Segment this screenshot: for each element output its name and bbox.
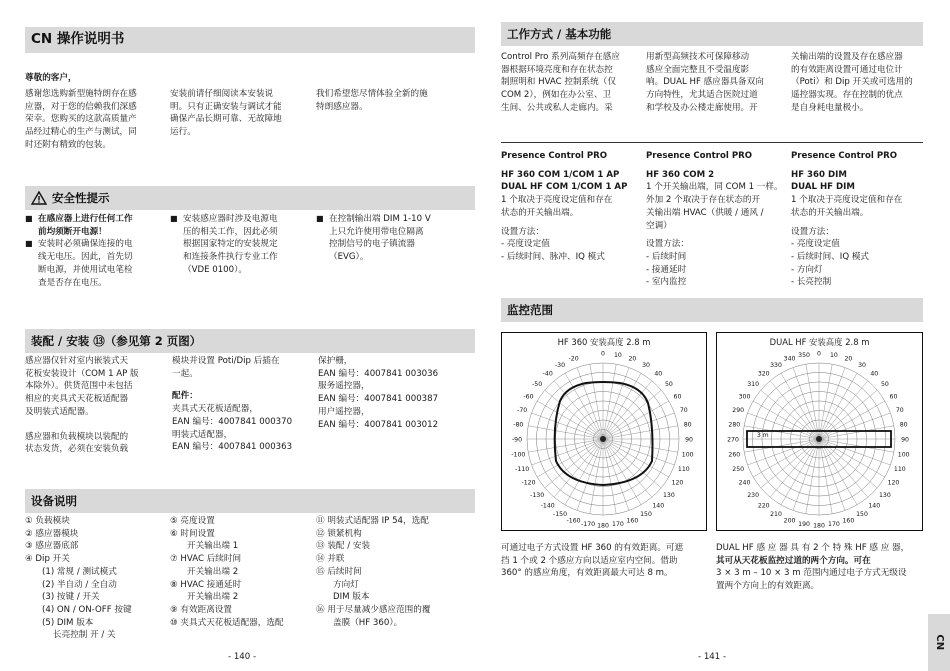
angle-tick-label: 70 bbox=[679, 407, 688, 415]
language-side-tab bbox=[928, 614, 950, 671]
angle-tick-label: 250 bbox=[732, 465, 745, 473]
angle-tick-label: 20 bbox=[844, 355, 853, 363]
text-line: 360° 的感应角度，有效距离最大可达 8 m。 bbox=[501, 568, 673, 579]
text-line: 荣幸。您购买的这款高质量产 bbox=[25, 114, 137, 125]
safety-bullet bbox=[170, 213, 310, 277]
mode-col-2 bbox=[646, 51, 782, 115]
angle-tick-label: 260 bbox=[728, 451, 741, 459]
intro-col-3 bbox=[316, 88, 456, 113]
install-section-bar bbox=[25, 329, 475, 353]
text-line: 遥控器实现。存在控制的优点 bbox=[791, 90, 903, 101]
device-part-item: ⑩ 夹具式天花板适配器，选配 bbox=[170, 617, 284, 628]
safety-bullet bbox=[25, 238, 165, 289]
device-part-item: 长亮控制 开 / 关 bbox=[53, 630, 116, 641]
product-desc-line: 空调） bbox=[646, 220, 672, 231]
angle-tick-label: 90 bbox=[901, 436, 909, 444]
page-title: CN 操作说明书 bbox=[31, 31, 125, 48]
angle-tick-label: 190 bbox=[798, 521, 810, 529]
greeting: 尊敬的客户， bbox=[25, 73, 77, 83]
product-col-3 bbox=[791, 150, 931, 289]
text-line: EAN 编号：4007841 003012 bbox=[318, 419, 439, 430]
product-heading: Presence Control PRO bbox=[501, 151, 608, 161]
device-part-item: ⑭ 并联 bbox=[316, 554, 345, 565]
angle-tick-label: 60 bbox=[889, 393, 898, 401]
text-line: 品经过精心的生产与测试，同 bbox=[25, 127, 137, 138]
angle-tick-label: 120 bbox=[671, 479, 684, 487]
mode-col-1 bbox=[501, 51, 637, 115]
product-col-1 bbox=[501, 150, 641, 264]
product-desc-line: 关输出端 HVAC（供暖 / 通风 / bbox=[646, 207, 764, 218]
device-part-item: (1) 常规 / 测试模式 bbox=[42, 566, 117, 577]
text-line: EAN 编号：4007841 000363 bbox=[172, 442, 293, 453]
device-part-item: 开关输出端 2 bbox=[187, 566, 239, 577]
product-heading: Presence Control PRO bbox=[791, 151, 898, 161]
text-line: 确保产品长期可靠、无故障地 bbox=[170, 114, 282, 125]
device-col-2 bbox=[170, 515, 315, 629]
device-part-item: 开关输出端 2 bbox=[187, 592, 239, 603]
text-line bbox=[25, 419, 165, 431]
angle-tick-label: 20 bbox=[628, 355, 637, 363]
product-model: HF 360 COM 1/COM 1 AP bbox=[501, 169, 620, 180]
device-part-item: ⑯ 用于尽量减少感应范围的覆 bbox=[316, 605, 431, 616]
bullet-line: 根据国家特定的安装规定 bbox=[183, 239, 278, 250]
safety-title: 安全性提示 bbox=[52, 190, 110, 205]
angle-tick-label: 300 bbox=[738, 393, 751, 401]
angle-tick-label: 150 bbox=[640, 510, 652, 518]
device-part-item: (3) 按键 / 开关 bbox=[42, 592, 100, 603]
text-line: 安装前请仔细阅读本安装说 bbox=[170, 89, 274, 99]
sensor-center bbox=[600, 436, 606, 442]
product-desc-line: 1 个取决于亮度设定值和存在 bbox=[791, 195, 903, 206]
text-line: 状态发货，必须在安装负载 bbox=[25, 444, 129, 455]
dualhf-diagram bbox=[716, 332, 923, 531]
text-line: 生间、公共或私人走廊内。采 bbox=[501, 102, 613, 113]
install-title: 装配 / 安装 ⑬（参见第 2 页图） bbox=[31, 333, 202, 348]
angle-tick-label: 230 bbox=[747, 491, 760, 499]
angle-tick-label: 140 bbox=[652, 502, 665, 510]
text-line: 应器，对于您的信赖我们深感 bbox=[25, 101, 137, 112]
device-part-item: (5) DIM 版本 bbox=[42, 617, 94, 628]
angle-tick-label: -70 bbox=[517, 407, 528, 415]
angle-tick-label: -150 bbox=[552, 510, 568, 518]
device-part-item: ⑨ 有效距离设置 bbox=[170, 605, 232, 616]
device-part-item: ⑬ 装配 / 安装 bbox=[316, 541, 371, 552]
bullet-line: 和连接条件执行专业工作 bbox=[183, 252, 278, 263]
text-line: 挡 1 个或 2 个感应方向以适应室内空间。借助 bbox=[501, 555, 678, 566]
monitor-section-bar bbox=[501, 298, 923, 322]
text-line: EAN 编号：4007841 000370 bbox=[172, 416, 293, 427]
product-desc-line: 状态的开关输出端。 bbox=[501, 207, 579, 218]
angle-tick-label: 80 bbox=[683, 421, 692, 429]
device-col-1 bbox=[25, 515, 165, 642]
angle-tick-label: 90 bbox=[685, 436, 693, 444]
angle-tick-label: -30 bbox=[554, 362, 566, 370]
text-line: DUAL HF 感 应 器 具 有 2 个 特 殊 HF 感 应 器， bbox=[716, 543, 910, 553]
angle-tick-label: 10 bbox=[613, 351, 622, 359]
safety-col-1 bbox=[25, 213, 165, 289]
bullet-line: 前均须断开电源！ bbox=[38, 226, 107, 237]
safety-bullet bbox=[25, 213, 165, 238]
side-tab-label: CN bbox=[934, 634, 946, 651]
device-part-item: ⑦ HVAC 后续时间 bbox=[170, 554, 242, 565]
settings-label: 设置方法： bbox=[791, 226, 834, 237]
mode-title: 工作方式 / 基本功能 bbox=[507, 26, 612, 41]
angle-tick-label: 210 bbox=[770, 510, 782, 518]
device-part-item: ⑧ HVAC 接通延时 bbox=[170, 579, 242, 590]
bullet-line: 线无电压。因此，首先切 bbox=[38, 252, 133, 263]
angle-tick-label: 120 bbox=[887, 479, 900, 487]
dualhf-polar-chart bbox=[717, 333, 922, 530]
angle-tick-label: 130 bbox=[662, 491, 675, 499]
mode-section-bar bbox=[501, 22, 923, 46]
device-part-item: (4) ON / ON-OFF 按键 bbox=[42, 605, 132, 616]
device-col-3 bbox=[316, 515, 466, 629]
settings-item: - 室内监控 bbox=[646, 277, 687, 288]
settings-item: - 亮度设定值 bbox=[501, 239, 550, 250]
text-line: 制照明和 HVAC 控制系统（仅 bbox=[501, 77, 616, 88]
page-number-right: - 141 - bbox=[698, 652, 727, 662]
settings-item: - 接通延时 bbox=[646, 264, 687, 275]
accessories-heading: 配件： bbox=[172, 391, 198, 402]
intro-col-2 bbox=[170, 88, 310, 139]
warning-triangle-icon bbox=[31, 191, 47, 205]
angle-tick-label: 240 bbox=[738, 479, 751, 487]
product-model: HF 360 DIM bbox=[791, 169, 847, 180]
angle-tick-label: 160 bbox=[842, 517, 855, 525]
text-line: 是自身耗电量极小。 bbox=[791, 102, 869, 113]
angle-tick-label: 80 bbox=[899, 421, 908, 429]
angle-tick-label: 110 bbox=[893, 465, 906, 473]
device-part-item: ⑮ 后续时间 bbox=[316, 566, 362, 577]
angle-tick-label: 340 bbox=[783, 355, 796, 363]
text-line: 感谢您选购新型施特朗存在感 bbox=[25, 89, 137, 99]
text-line: 其可从天花板监控过道的两个方向。可在 bbox=[716, 555, 871, 566]
angle-tick-label: 310 bbox=[747, 381, 760, 389]
product-col-2 bbox=[646, 150, 786, 289]
monitor-title: 监控范围 bbox=[507, 302, 553, 317]
angle-tick-label: 50 bbox=[664, 381, 673, 389]
text-line: 感应全面完整且不受温度影 bbox=[646, 64, 750, 75]
angle-tick-label: 30 bbox=[858, 362, 866, 370]
text-line: 一起。 bbox=[172, 368, 198, 379]
text-line: 夹具式天花板适配器， bbox=[172, 404, 258, 415]
text-line: 相应的夹具式天花板适配器 bbox=[25, 394, 129, 405]
bullet-line: ■ 安装感应器时涉及电源电 bbox=[183, 214, 278, 224]
angle-tick-label: -50 bbox=[532, 381, 543, 389]
text-line: 用户遥控器， bbox=[318, 406, 370, 417]
device-part-item: 方向灯 bbox=[333, 579, 359, 590]
angle-tick-label: -170 bbox=[581, 521, 596, 529]
angle-tick-label: 330 bbox=[770, 362, 782, 370]
angle-tick-label: 60 bbox=[673, 393, 682, 401]
angle-tick-label: 110 bbox=[677, 465, 690, 473]
monitor-text-1 bbox=[501, 542, 711, 580]
text-line: 感应器和负载模块以装配的 bbox=[25, 431, 129, 442]
angle-tick-label: -40 bbox=[542, 370, 553, 378]
install-col-3 bbox=[318, 355, 458, 431]
text-line: 3 × 3 m – 10 × 3 m 范围内通过电子方式无级设 bbox=[716, 568, 907, 579]
device-part-item: (2) 半自动 / 全自动 bbox=[42, 579, 117, 590]
bullet-line: 压的相关工作，因此必须 bbox=[183, 226, 278, 237]
device-part-item: ⑫ 锁紧机构 bbox=[316, 528, 362, 539]
text-line: 我们希望您尽情体验全新的施 bbox=[316, 89, 428, 99]
bullet-line: （VDE 0100）。 bbox=[183, 264, 248, 275]
text-line: 感应器仅针对室内嵌装式天 bbox=[25, 356, 129, 366]
angle-tick-label: 280 bbox=[728, 421, 741, 429]
angle-tick-label: -20 bbox=[568, 355, 579, 363]
settings-label: 设置方法： bbox=[646, 239, 689, 250]
product-model: HF 360 COM 2 bbox=[646, 169, 715, 180]
text-line: （Poti）和 Dip 开关或可选用的 bbox=[791, 77, 913, 88]
angle-tick-label: -80 bbox=[513, 421, 524, 429]
product-heading: Presence Control PRO bbox=[646, 151, 753, 161]
text-line: 置两个方向上的有效距离。 bbox=[716, 581, 820, 592]
text-line: 方向特性，尤其适合医院过道 bbox=[646, 90, 758, 101]
angle-tick-label: 180 bbox=[813, 522, 825, 530]
product-desc-line: 1 个开关输出端，同 COM 1 一样。 bbox=[646, 182, 783, 193]
angle-tick-label: 100 bbox=[897, 451, 910, 459]
bullet-line: ■ 在控制输出端 DIM 1-10 V bbox=[329, 214, 431, 224]
device-part-item: ② 感应器模块 bbox=[25, 528, 79, 539]
text-line: 关输出端的设置及存在感应器 bbox=[791, 52, 903, 62]
text-line: 服务遥控器， bbox=[318, 381, 370, 392]
text-line: 的有效距离设置可通过电位计 bbox=[791, 64, 903, 75]
text-line: Control Pro 系列高频存在感应 bbox=[501, 52, 620, 62]
text-line: 特朗感应器。 bbox=[316, 101, 368, 112]
angle-tick-label: 70 bbox=[895, 407, 904, 415]
text-line: 明装式适配器， bbox=[172, 429, 233, 440]
angle-tick-label: 100 bbox=[681, 451, 694, 459]
angle-tick-label: -60 bbox=[523, 393, 534, 401]
safety-section-bar bbox=[25, 186, 475, 210]
device-part-item: ① 负载模块 bbox=[25, 516, 70, 526]
text-line: EAN 编号：4007841 003036 bbox=[318, 368, 439, 379]
hf360-polar-chart bbox=[502, 333, 706, 530]
angle-tick-label: 220 bbox=[757, 502, 770, 510]
text-line: 明。只有正确安装与调试才能 bbox=[170, 101, 282, 112]
angle-tick-label: 180 bbox=[597, 522, 609, 530]
device-section-bar bbox=[25, 489, 475, 513]
monitor-text-2 bbox=[716, 542, 926, 593]
bullet-line: ■ 在感应器上进行任何工作 bbox=[38, 214, 133, 224]
bullet-line: 控制信号的电子镇流器 bbox=[329, 239, 415, 250]
angle-tick-label: 350 bbox=[798, 351, 810, 359]
product-desc-line: 状态的开关输出端。 bbox=[791, 207, 869, 218]
angle-tick-label: 50 bbox=[880, 381, 889, 389]
width-marker-label: 3 m bbox=[757, 432, 769, 439]
text-line: 模块并设置 Poti/Dip 后插在 bbox=[172, 356, 280, 366]
angle-tick-label: 40 bbox=[870, 370, 879, 378]
angle-tick-label: 160 bbox=[626, 517, 639, 525]
text-line: 花板安装设计（COM 1 AP 版 bbox=[25, 368, 139, 379]
product-desc-line: 1 个取决于亮度设定值和存在 bbox=[501, 195, 613, 206]
angle-tick-label: -100 bbox=[511, 451, 526, 459]
angle-tick-label: 40 bbox=[654, 370, 663, 378]
angle-tick-label: -90 bbox=[511, 436, 523, 444]
device-part-item: ⑥ 时间设置 bbox=[170, 528, 215, 539]
angle-tick-label: -110 bbox=[515, 465, 530, 473]
text-line: 时还附有精致的包装。 bbox=[25, 139, 111, 150]
text-line: 可通过电子方式设置 HF 360 的有效距离。可遮 bbox=[501, 543, 684, 553]
text-line: 响。DUAL HF 感应器具备双向 bbox=[646, 77, 764, 88]
angle-tick-label: 200 bbox=[783, 517, 796, 525]
settings-label: 设置方法： bbox=[501, 226, 544, 237]
device-part-item: ④ Dip 开关 bbox=[25, 554, 70, 565]
sensor-center bbox=[816, 436, 822, 442]
product-model: DUAL HF COM 1/COM 1 AP bbox=[501, 182, 628, 193]
settings-item: - 后续时间、IQ 模式 bbox=[791, 252, 870, 263]
page-number-left: - 140 - bbox=[228, 652, 257, 662]
angle-tick-label: 270 bbox=[727, 436, 739, 444]
device-part-item: 盖膜（HF 360）。 bbox=[333, 617, 403, 628]
angle-tick-label: 140 bbox=[868, 502, 881, 510]
settings-item: - 后续时间、脉冲、IQ 模式 bbox=[501, 252, 605, 263]
bullet-line: 查是否存在电压。 bbox=[38, 277, 107, 288]
product-model: DUAL HF DIM bbox=[791, 182, 855, 193]
hf360-diagram-title: HF 360 安装高度 2.8 m bbox=[557, 337, 651, 347]
angle-tick-label: -130 bbox=[530, 491, 545, 499]
angle-tick-label: 150 bbox=[856, 510, 868, 518]
text-line: 本除外）。供货范围中未包括 bbox=[25, 381, 133, 392]
page-title-bar bbox=[25, 27, 475, 53]
angle-tick-label: 290 bbox=[732, 407, 745, 415]
text-line: 保护栅， bbox=[318, 356, 353, 366]
intro-col-1 bbox=[25, 88, 165, 152]
text-line: 用新型高频技术可保障移动 bbox=[646, 52, 750, 62]
install-col-1 bbox=[25, 355, 165, 456]
text-line: 及明装式适配器。 bbox=[25, 406, 94, 417]
text-line: COM 2），例如在办公室、卫 bbox=[501, 90, 612, 101]
device-title: 设备说明 bbox=[31, 493, 77, 508]
angle-tick-label: 10 bbox=[829, 351, 838, 359]
angle-tick-label: 130 bbox=[878, 491, 891, 499]
text-line: 器根据环境亮度和存在状态控 bbox=[501, 64, 613, 75]
products-divider bbox=[501, 142, 923, 143]
safety-col-3 bbox=[316, 213, 456, 264]
settings-item: - 亮度设定值 bbox=[791, 239, 840, 250]
device-part-item: ⑪ 明装式适配器 IP 54，选配 bbox=[316, 516, 429, 526]
bullet-line: （EVG）。 bbox=[329, 252, 369, 263]
angle-tick-label: 320 bbox=[757, 370, 770, 378]
angle-tick-label: 170 bbox=[828, 521, 840, 529]
hf360-diagram bbox=[501, 332, 707, 531]
settings-item: - 后续时间 bbox=[646, 252, 687, 263]
safety-bullet bbox=[316, 213, 456, 264]
settings-item: - 方向灯 bbox=[791, 264, 823, 275]
angle-tick-label: -140 bbox=[540, 502, 555, 510]
angle-tick-label: 170 bbox=[612, 521, 624, 529]
text-line: 运行。 bbox=[170, 127, 196, 138]
device-part-item: 开关输出端 1 bbox=[187, 541, 239, 552]
angle-tick-label: 0 bbox=[601, 350, 605, 358]
product-desc-line: 外加 2 个取决于存在状态的开 bbox=[646, 195, 761, 206]
device-part-item: ⑤ 亮度设置 bbox=[170, 516, 215, 526]
angle-tick-label: 0 bbox=[817, 350, 821, 358]
text-line: EAN 编号：4007841 000387 bbox=[318, 394, 439, 405]
settings-item: - 长亮控制 bbox=[791, 277, 832, 288]
device-part-item: DIM 版本 bbox=[333, 592, 370, 603]
angle-tick-label: -120 bbox=[521, 479, 536, 487]
dualhf-diagram-title: DUAL HF 安装高度 2.8 m bbox=[769, 337, 870, 347]
bullet-line: ■ 安装时必须确保连接的电 bbox=[38, 239, 133, 250]
angle-tick-label: -160 bbox=[566, 517, 581, 525]
bullet-line: 断电源，并使用试电笔检 bbox=[38, 264, 133, 275]
install-col-2 bbox=[172, 355, 312, 454]
bullet-line: 上只允许使用带电位隔离 bbox=[329, 226, 424, 237]
safety-col-2 bbox=[170, 213, 310, 277]
text-line: 和学校及办公楼走廊使用。开 bbox=[646, 102, 758, 113]
device-part-item: ③ 感应器底部 bbox=[25, 541, 79, 552]
mode-col-3 bbox=[791, 51, 927, 115]
angle-tick-label: 30 bbox=[642, 362, 650, 370]
